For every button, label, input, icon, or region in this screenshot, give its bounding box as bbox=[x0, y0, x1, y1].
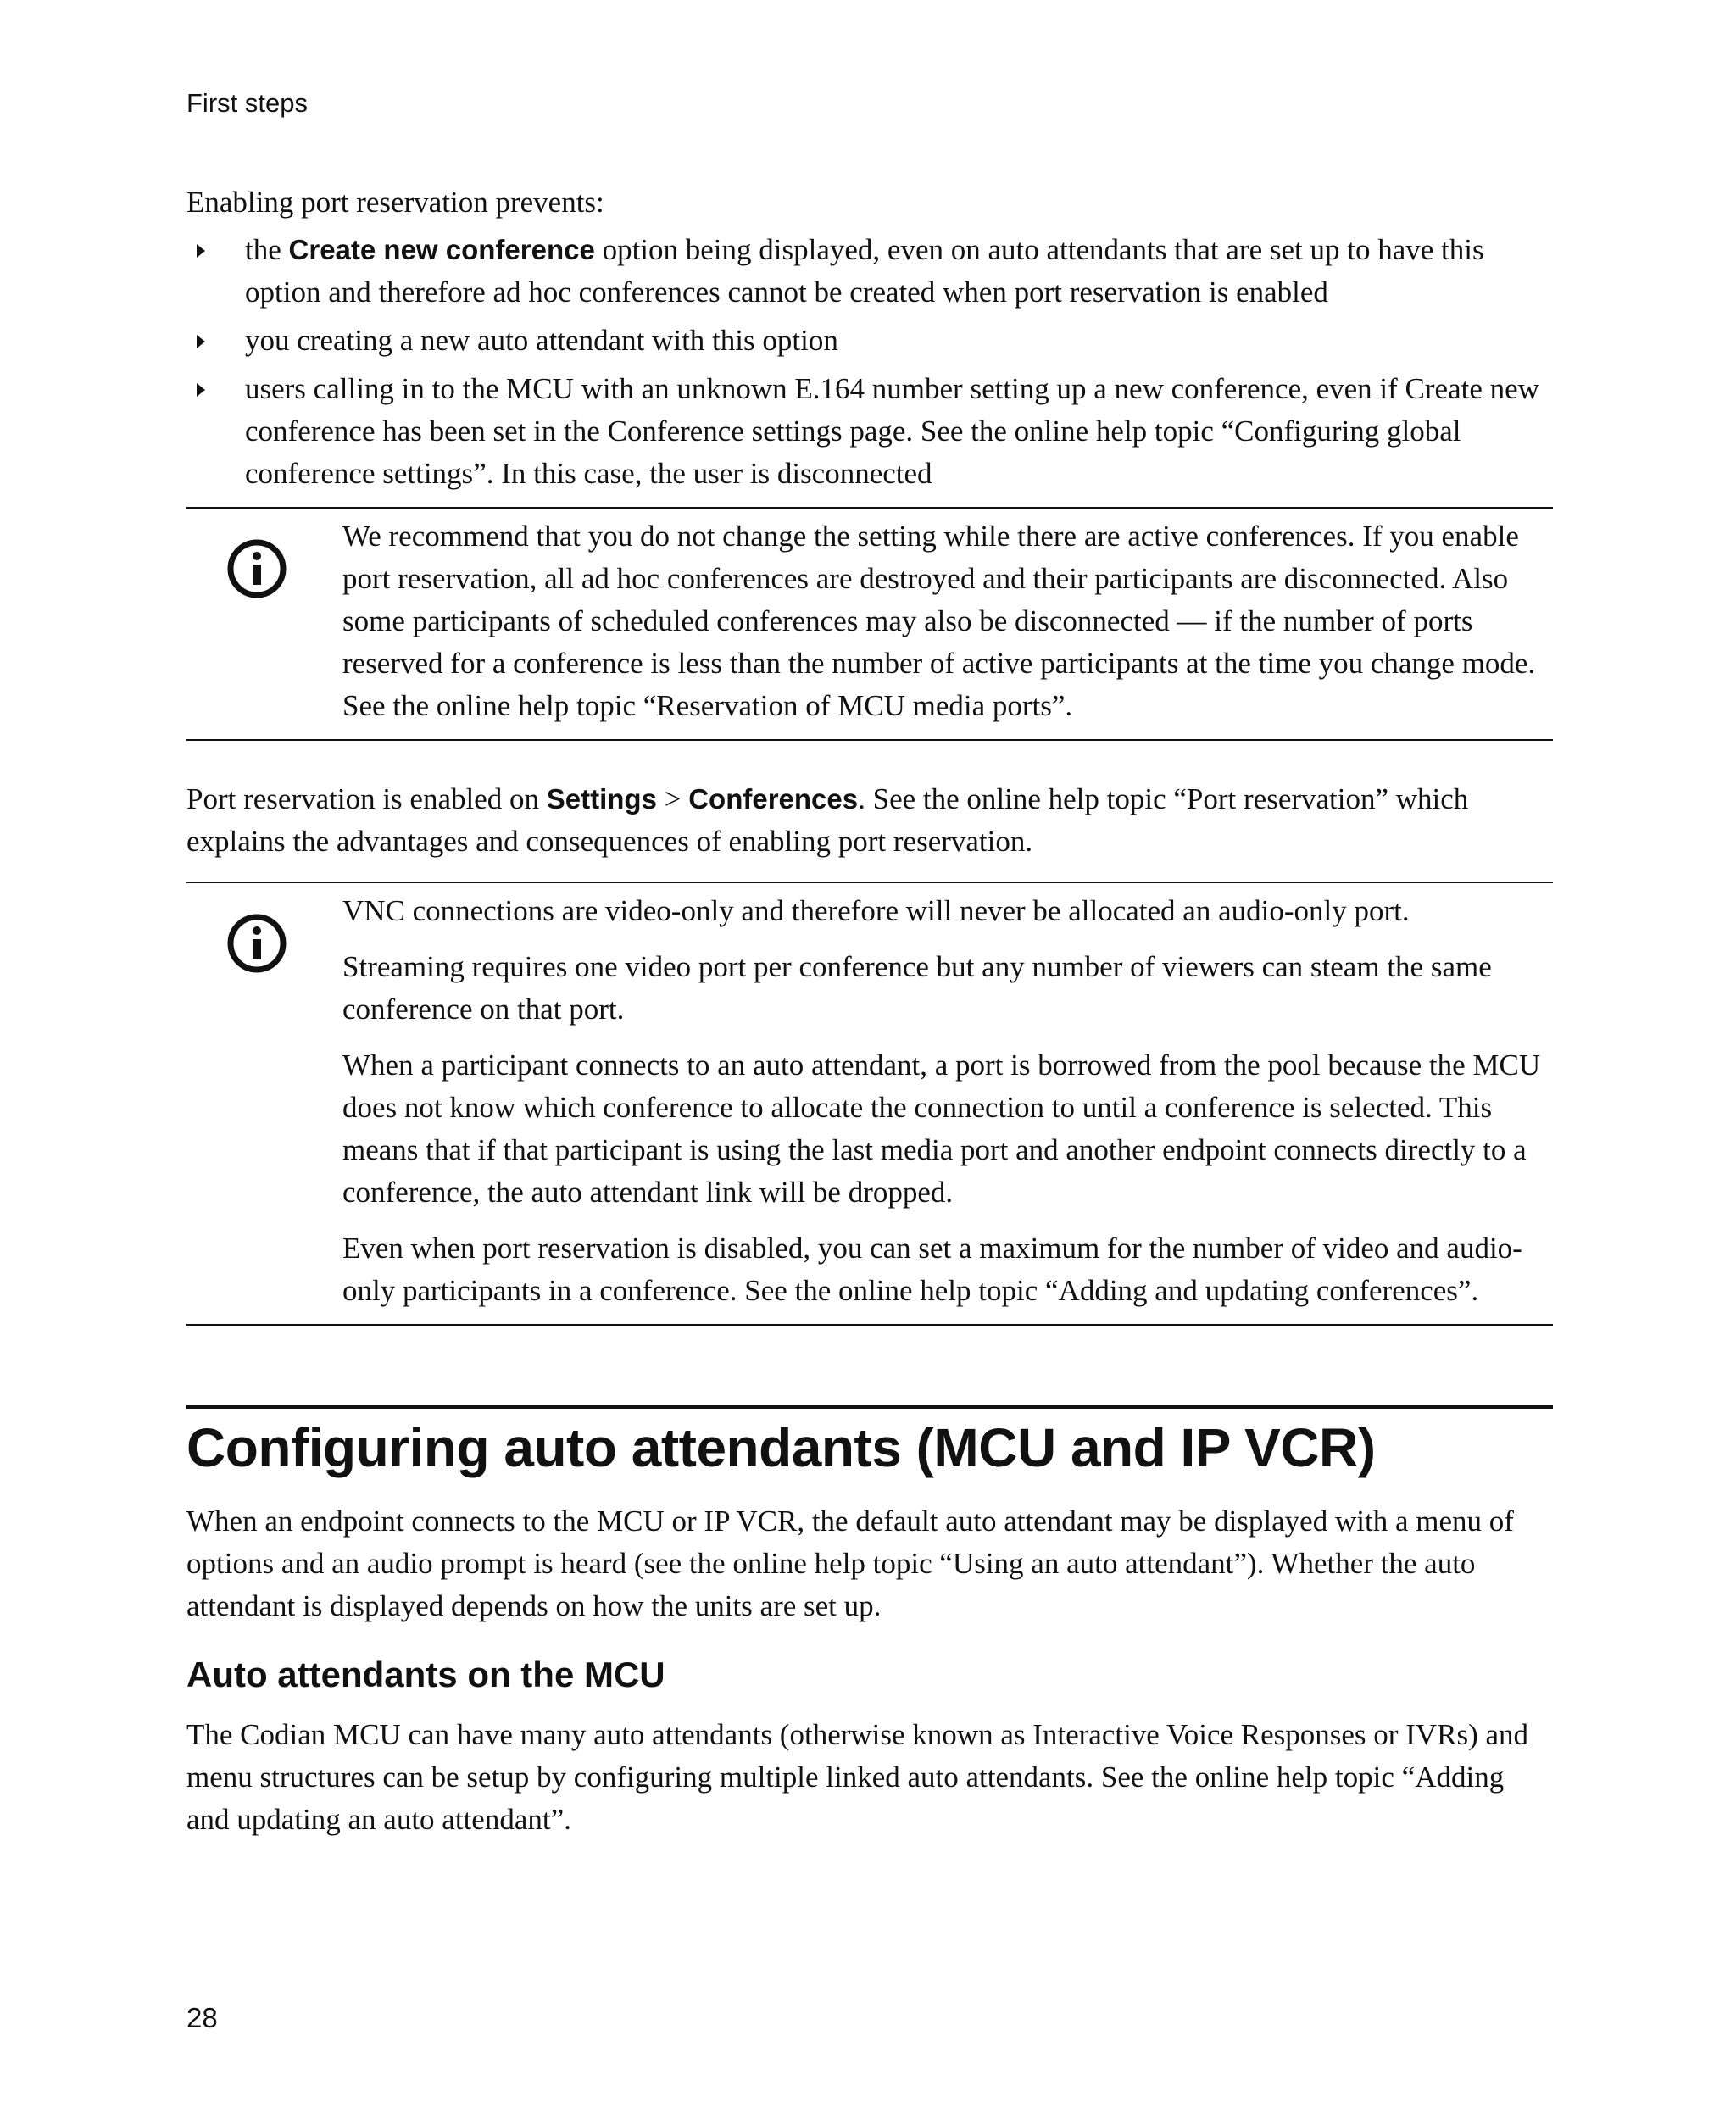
bullet-text: option being displayed, even on auto attendants that are set up to have this option and therefore ad hoc conferences cannot be created when port reservation is enabled bbox=[245, 233, 1484, 309]
page-content bbox=[186, 181, 1553, 1841]
menu-path-separator: > bbox=[656, 782, 689, 815]
list-item bbox=[186, 368, 1553, 495]
ui-option-name: Create new conference bbox=[288, 234, 595, 265]
settings-paragraph bbox=[186, 778, 1553, 863]
bullet-arrow-icon bbox=[197, 383, 205, 397]
bullet-list bbox=[186, 229, 1553, 495]
bullet-arrow-icon bbox=[197, 244, 205, 258]
bullet-text: the bbox=[245, 233, 289, 266]
bullet-text: you creating a new auto attendant with this option bbox=[245, 324, 838, 357]
info-icon bbox=[225, 537, 288, 600]
page-number: 28 bbox=[186, 2002, 218, 2033]
note-paragraph: VNC connections are video-only and therefore will never be allocated an audio-only port. bbox=[342, 894, 1410, 927]
note-paragraph: When a participant connects to an auto attendant, a port is borrowed from the pool because the MCU does not know which conference to allocate the connection to until a conference is selected. This means that if that participant is using the last media port and another endpoint connects directly to a conference, the auto attendant link will be dropped. bbox=[342, 1048, 1541, 1209]
list-item bbox=[186, 320, 1553, 362]
info-note bbox=[186, 882, 1553, 1326]
menu-path-settings: Settings bbox=[546, 783, 657, 815]
subsection-text: The Codian MCU can have many auto attendants (otherwise known as Interactive Voice Responses or IVRs) and menu structures can be setup by configuring multiple linked auto attendants. See the online help topic “Adding and updating an auto attendant”. bbox=[186, 1718, 1529, 1836]
text-run: Port reservation is enabled on bbox=[186, 782, 547, 815]
bullet-arrow-icon bbox=[197, 335, 205, 348]
note-paragraph: Even when port reservation is disabled, you can set a maximum for the number of video and audio-only participants in a conference. See the online help topic “Adding and updating conferences”. bbox=[342, 1232, 1522, 1307]
note-paragraph: Streaming requires one video port per conference but any number of viewers can steam the same conference on that port. bbox=[342, 950, 1492, 1026]
running-header: First steps bbox=[186, 88, 308, 118]
intro-text: Enabling port reservation prevents: bbox=[186, 186, 604, 219]
section-text: When an endpoint connects to the MCU or IP VCR, the default auto attendant may be displayed with a menu of options and an audio prompt is heard (see the online help topic “Using an auto attendant”). Whether the auto attendant is displayed depends on how the units are set up. bbox=[186, 1504, 1514, 1622]
info-note bbox=[186, 507, 1553, 741]
info-icon bbox=[225, 912, 288, 975]
subsection-heading: Auto attendants on the MCU bbox=[186, 1655, 665, 1694]
text-run: . See the online help topic “Port reservation” which explains the advantages and consequences of enabling port reservation. bbox=[186, 782, 1469, 858]
bullet-text: users calling in to the MCU with an unknown E.164 number setting up a new conference, even if Create new conference has been set in the Conference settings page. See the online help topic “Configuring global conference settings”. In this case, the user is disconnected bbox=[245, 372, 1539, 490]
section-heading: Configuring auto attendants (MCU and IP VCR) bbox=[186, 1405, 1553, 1482]
note-text: We recommend that you do not change the setting while there are active conferences. If you enable port reservation, all ad hoc conferences are destroyed and their participants are disconnected. Also some participants of scheduled conferences may also be disconnected — if the number of ports reserved for a conference is less than the number of active participants at the time you change mode. See the online help topic “Reservation of MCU media ports”. bbox=[342, 520, 1536, 722]
menu-path-conferences: Conferences bbox=[688, 783, 859, 815]
list-item bbox=[186, 229, 1553, 314]
